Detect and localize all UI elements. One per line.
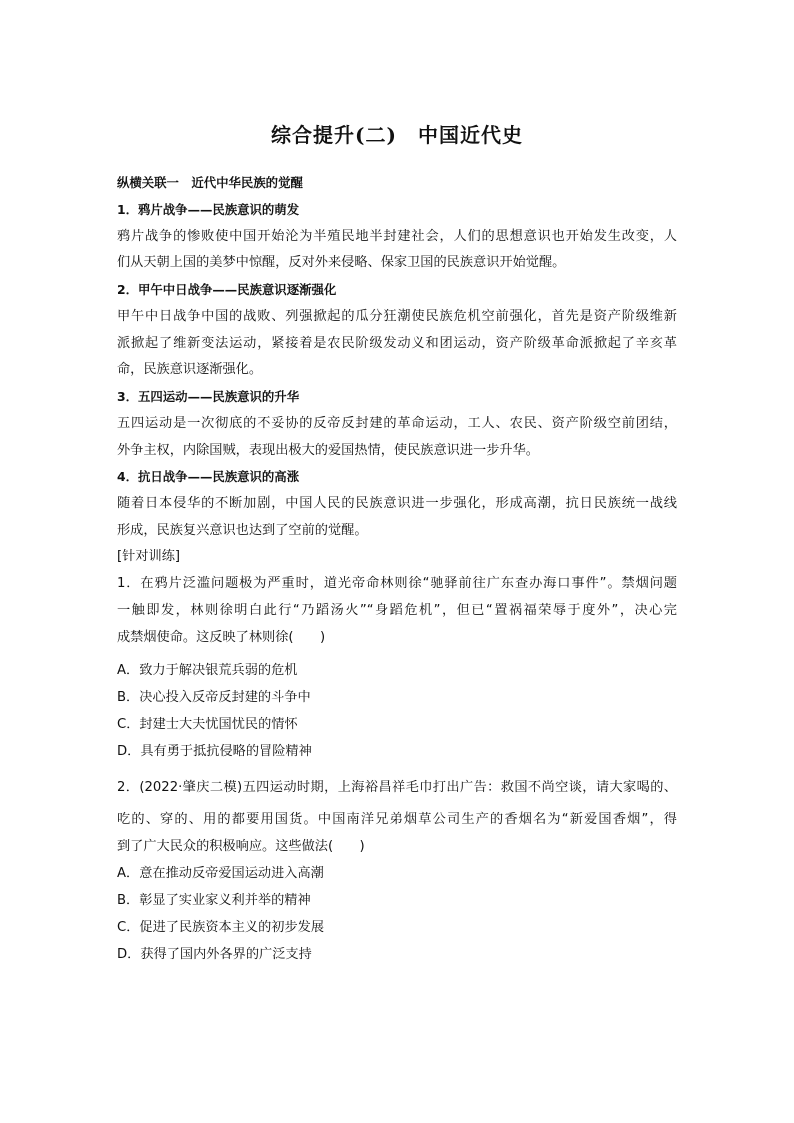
point-1-heading: 1．鸦片战争——民族意识的萌发 bbox=[117, 202, 300, 217]
question-2-option-b: B．彰显了实业家义利并举的精神 bbox=[117, 893, 311, 908]
question-1-option-a: A．致力于解决银荒兵弱的危机 bbox=[117, 663, 298, 678]
question-2-option-d: D．获得了国内外各界的广泛支持 bbox=[117, 947, 312, 962]
question-1-option-c: C．封建士大夫忧国忧民的情怀 bbox=[117, 717, 298, 732]
point-4-text-line: 随着日本侵华的不断加剧，中国人民的民族意识进一步强化，形成高潮，抗日民族统一战线 bbox=[117, 496, 677, 511]
point-1-text-line: 们从天朝上国的美梦中惊醒，反对外来侵略、保家卫国的民族意识开始觉醒。 bbox=[117, 255, 566, 270]
question-1-stem-line: 成禁烟使命。这反映了林则徐( ) bbox=[117, 630, 326, 645]
question-2-option-c: C．促进了民族资本主义的初步发展 bbox=[117, 920, 325, 935]
point-4-text-line: 形成，民族复兴意识也达到了空前的觉醒。 bbox=[117, 523, 368, 538]
section-title: 纵横关联一 近代中华民族的觉醒 bbox=[117, 175, 303, 190]
question-2-stem-line: 吃的、穿的、用的都要用国货。中国南洋兄弟烟草公司生产的香烟名为“新爱国香烟”，得 bbox=[117, 812, 677, 827]
question-1-stem-line: 1．在鸦片泛滥问题极为严重时，道光帝命林则徐“驰驿前往广东查办海口事件”。禁烟问题 bbox=[117, 576, 677, 591]
training-label: [针对训练] bbox=[117, 549, 181, 564]
point-2-text-line: 甲午中日战争中国的战败、列强掀起的瓜分狂潮使民族危机空前强化，首先是资产阶级维新 bbox=[117, 309, 677, 324]
point-3-text-line: 五四运动是一次彻底的不妥协的反帝反封建的革命运动，工人、农民、资产阶级空前团结， bbox=[117, 416, 677, 431]
question-1-stem-line: 一触即发，林则徐明白此行“乃蹈汤火”“身蹈危机”，但已“置祸福荣辱于度外”，决心完 bbox=[117, 603, 677, 618]
point-1-text-line: 鸦片战争的惨败使中国开始沦为半殖民地半封建社会，人们的思想意识也开始发生改变，人 bbox=[117, 229, 677, 244]
page-title: 综合提升(二) 中国近代史 bbox=[271, 123, 523, 147]
question-2-stem-line: 2．(2022·肇庆二模)五四运动时期，上海裕昌祥毛巾打出广告：救国不尚空谈，请大家喝的、 bbox=[117, 780, 677, 795]
question-2-stem-line: 到了广大民众的积极响应。这些做法( ) bbox=[117, 839, 365, 854]
point-3-heading: 3．五四运动——民族意识的升华 bbox=[117, 389, 300, 404]
point-2-text-line: 派掀起了维新变法运动，紧接着是农民阶级发动义和团运动，资产阶级革命派掀起了辛亥革 bbox=[117, 336, 677, 351]
question-1-option-b: B．决心投入反帝反封建的斗争中 bbox=[117, 690, 311, 705]
point-2-heading: 2．甲午中日战争——民族意识逐渐强化 bbox=[117, 282, 337, 297]
point-3-text-line: 外争主权，内除国贼，表现出极大的爱国热情，使民族意识进一步升华。 bbox=[117, 443, 539, 458]
question-2-option-a: A．意在推动反帝爱国运动进入高潮 bbox=[117, 866, 324, 881]
point-4-heading: 4．抗日战争——民族意识的高涨 bbox=[117, 469, 300, 484]
point-2-text-line: 命，民族意识逐渐强化。 bbox=[117, 362, 263, 377]
question-1-option-d: D．具有勇于抵抗侵略的冒险精神 bbox=[117, 744, 312, 759]
